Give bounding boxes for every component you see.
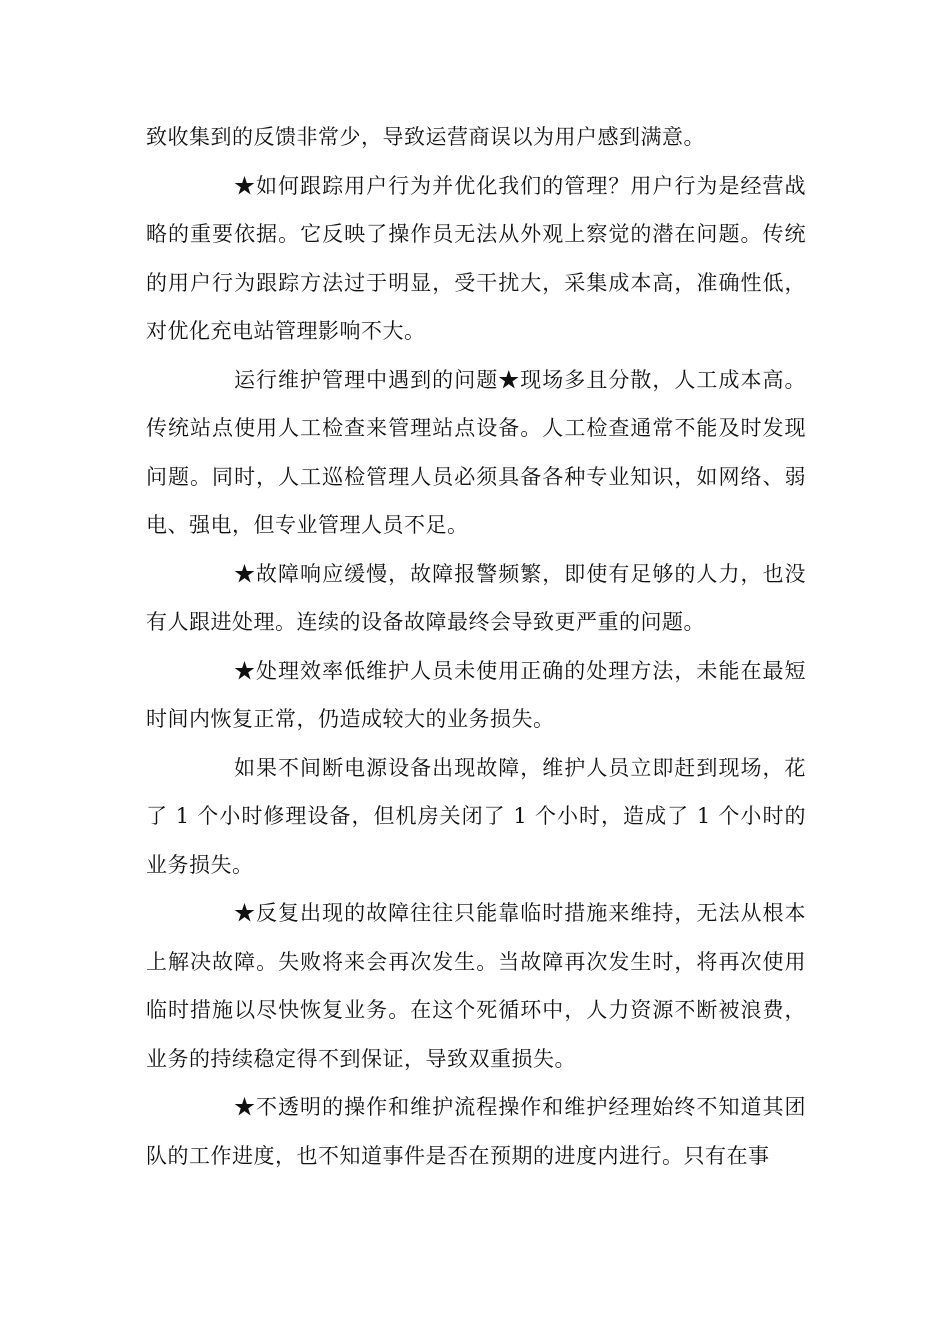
paragraph-3: 运行维护管理中遇到的问题★现场多且分散，人工成本高。传统站点使用人工检查来管理站点设备。人工检查通常不能及时发现问题。同时，人工巡检管理人员必须具备各种专业知识，如网络、弱电、强电，但专业管理人员不足。 [146, 367, 806, 537]
paragraph-4: ★故障响应缓慢，故障报警频繁，即使有足够的人力，也没有人跟进处理。连续的设备故障最终会导致更严重的问题。 [146, 561, 806, 634]
paragraph-6: 如果不间断电源设备出现故障，维护人员立即赶到现场，花了 1 个小时修理设备，但机房关闭了 1 个小时，造成了 1 个小时的业务损失。 [146, 755, 806, 877]
paragraph-2: ★如何跟踪用户行为并优化我们的管理？用户行为是经营战略的重要依据。它反映了操作员无法从外观上察觉的潜在问题。传统的用户行为跟踪方法过于明显，受干扰大，采集成本高，准确性低，对优化充电站管理影响不大。 [146, 173, 806, 343]
paragraph-5: ★处理效率低维护人员未使用正确的处理方法，未能在最短时间内恢复正常，仍造成较大的业务损失。 [146, 658, 806, 731]
paragraph-8: ★不透明的操作和维护流程操作和维护经理始终不知道其团队的工作进度，也不知道事件是否在预期的进度内进行。只有在事 [146, 1095, 806, 1168]
paragraph-1: 致收集到的反馈非常少，导致运营商误以为用户感到满意。 [146, 125, 705, 149]
paragraph-7: ★反复出现的故障往往只能靠临时措施来维持，无法从根本上解决故障。失败将来会再次发生。当故障再次发生时，将再次使用临时措施以尽快恢复业务。在这个死循环中，人力资源不断被浪费，业务的持续稳定得不到保证，导致双重损失。 [146, 901, 806, 1071]
document-body [146, 113, 806, 1180]
